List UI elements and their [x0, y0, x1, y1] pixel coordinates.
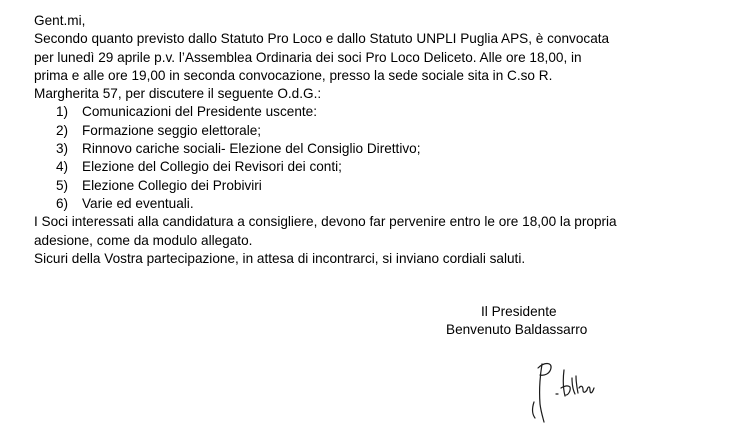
greeting: Gent.mi,	[34, 13, 86, 28]
signatory-title: Il Presidente	[481, 304, 557, 319]
signatory-name: Benvenuto Baldassarro	[446, 322, 588, 338]
agenda-number: 4)	[56, 159, 69, 175]
agenda-text: Rinnovo cariche sociali- Elezione del Consiglio Direttivo;	[82, 141, 421, 157]
agenda-number: 1)	[56, 104, 69, 120]
agenda-number: 2)	[56, 122, 69, 138]
intro-line: Secondo quanto previsto dallo Statuto Pro Loco e dallo Statuto UNPLI Puglia APS, è convocata	[34, 31, 610, 47]
agenda-list	[34, 103, 734, 213]
agenda-text: Varie ed eventuali.	[82, 195, 194, 211]
agenda-item	[34, 195, 734, 213]
agenda-item	[34, 103, 734, 121]
agenda-number: 5)	[56, 177, 69, 193]
intro-line: per lunedì 29 aprile p.v. l’Assemblea Ordinaria dei soci Pro Loco Deliceto. Alle ore 18,00, in	[34, 49, 582, 65]
closing-paragraph	[34, 213, 734, 268]
signature-block	[446, 303, 616, 340]
agenda-item	[34, 122, 734, 140]
handwritten-signature	[520, 358, 600, 424]
agenda-number: 6)	[56, 195, 69, 211]
closing-line: adesione, come da modulo allegato.	[34, 232, 253, 248]
agenda-text: Elezione Collegio dei Probiviri	[82, 177, 262, 193]
closing-line: I Soci interessati alla candidatura a consigliere, devono far pervenire entro le ore 18,00 la propria	[34, 214, 617, 230]
letter-body	[34, 12, 734, 268]
agenda-item	[34, 158, 734, 176]
agenda-text: Formazione seggio elettorale;	[82, 122, 262, 138]
closing-line: Sicuri della Vostra partecipazione, in attesa di incontrarci, si inviano cordiali saluti.	[34, 250, 526, 266]
agenda-text: Elezione del Collegio dei Revisori dei conti;	[82, 159, 342, 175]
agenda-number: 3)	[56, 141, 69, 157]
intro-line: Margherita 57, per discutere il seguente O.d.G.:	[34, 86, 322, 102]
agenda-text: Comunicazioni del Presidente uscente:	[82, 104, 318, 120]
intro-paragraph	[34, 30, 734, 103]
agenda-item	[34, 177, 734, 195]
agenda-item	[34, 140, 734, 158]
intro-line: prima e alle ore 19,00 in seconda convocazione, presso la sede sociale sita in C.so R.	[34, 67, 553, 83]
